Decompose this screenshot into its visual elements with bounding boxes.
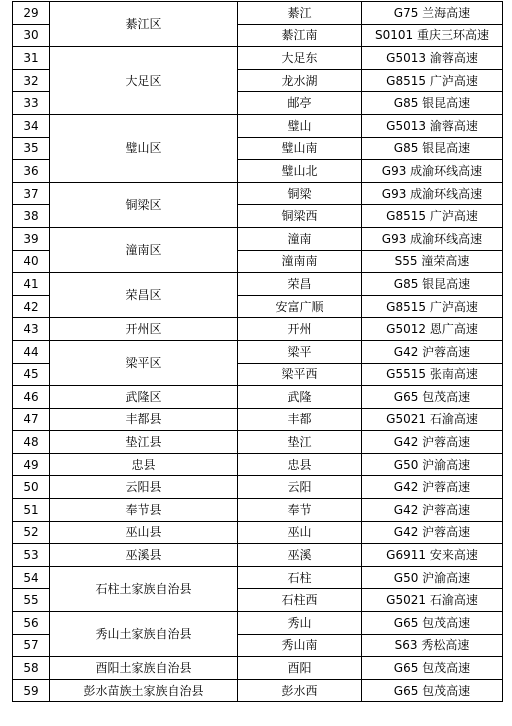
station-cell: 石柱西	[238, 589, 362, 612]
row-number: 47	[13, 408, 50, 431]
district-cell: 潼南区	[50, 227, 238, 272]
station-cell: 酉阳	[238, 657, 362, 680]
station-cell: 铜梁西	[238, 205, 362, 228]
station-cell: 梁平西	[238, 363, 362, 386]
station-cell: 巫溪	[238, 544, 362, 567]
table-row	[13, 431, 503, 454]
station-cell: 奉节	[238, 499, 362, 522]
highway-cell: G93 成渝环线高速	[362, 227, 503, 250]
district-cell: 酉阳土家族自治县	[50, 657, 238, 680]
row-number: 50	[13, 476, 50, 499]
highway-cell: S63 秀松高速	[362, 634, 503, 657]
station-cell: 璧山南	[238, 137, 362, 160]
row-number: 54	[13, 566, 50, 589]
station-cell: 秀山	[238, 612, 362, 635]
highway-cell: G85 银昆高速	[362, 137, 503, 160]
row-number: 36	[13, 160, 50, 183]
highway-cell: G5013 渝蓉高速	[362, 114, 503, 137]
row-number: 29	[13, 2, 50, 25]
row-number: 53	[13, 544, 50, 567]
highway-cell: G50 沪渝高速	[362, 453, 503, 476]
station-cell: 开州	[238, 318, 362, 341]
district-cell: 垫江县	[50, 431, 238, 454]
station-cell: 丰都	[238, 408, 362, 431]
highway-cell: G65 包茂高速	[362, 386, 503, 409]
highway-cell: G75 兰海高速	[362, 2, 503, 25]
document-page	[12, 1, 503, 702]
station-cell: 璧山北	[238, 160, 362, 183]
district-cell: 铜梁区	[50, 182, 238, 227]
table-row	[13, 566, 503, 589]
row-number: 44	[13, 340, 50, 363]
highway-cell: G5515 张南高速	[362, 363, 503, 386]
district-cell: 綦江区	[50, 2, 238, 47]
highway-cell: G42 沪蓉高速	[362, 340, 503, 363]
table-row	[13, 340, 503, 363]
highway-cell: G42 沪蓉高速	[362, 499, 503, 522]
station-cell: 梁平	[238, 340, 362, 363]
table-row	[13, 499, 503, 522]
highway-cell: G85 银昆高速	[362, 273, 503, 296]
row-number: 43	[13, 318, 50, 341]
row-number: 59	[13, 679, 50, 702]
station-cell: 綦江南	[238, 24, 362, 47]
table-row	[13, 521, 503, 544]
district-cell: 巫山县	[50, 521, 238, 544]
highway-cell: G50 沪渝高速	[362, 566, 503, 589]
station-cell: 武隆	[238, 386, 362, 409]
station-cell: 云阳	[238, 476, 362, 499]
highway-cell: G93 成渝环线高速	[362, 160, 503, 183]
highway-cell: G65 包茂高速	[362, 612, 503, 635]
row-number: 35	[13, 137, 50, 160]
row-number: 39	[13, 227, 50, 250]
district-cell: 奉节县	[50, 499, 238, 522]
table-row	[13, 114, 503, 137]
table-row	[13, 657, 503, 680]
district-cell: 大足区	[50, 47, 238, 115]
table-row	[13, 2, 503, 25]
station-cell: 潼南南	[238, 250, 362, 273]
row-number: 42	[13, 295, 50, 318]
district-cell: 武隆区	[50, 386, 238, 409]
row-number: 56	[13, 612, 50, 635]
station-cell: 石柱	[238, 566, 362, 589]
table-row	[13, 47, 503, 70]
table-body	[13, 2, 503, 702]
row-number: 41	[13, 273, 50, 296]
station-cell: 秀山南	[238, 634, 362, 657]
district-cell: 秀山土家族自治县	[50, 612, 238, 657]
highway-cell: G8515 广泸高速	[362, 205, 503, 228]
district-cell: 彭水苗族土家族自治县	[50, 679, 238, 702]
row-number: 33	[13, 92, 50, 115]
station-cell: 垫江	[238, 431, 362, 454]
row-number: 38	[13, 205, 50, 228]
row-number: 45	[13, 363, 50, 386]
district-cell: 荣昌区	[50, 273, 238, 318]
highway-cell: G42 沪蓉高速	[362, 431, 503, 454]
table-row	[13, 273, 503, 296]
row-number: 46	[13, 386, 50, 409]
highway-cell: S0101 重庆三环高速	[362, 24, 503, 47]
table-row	[13, 318, 503, 341]
highway-cell: G42 沪蓉高速	[362, 476, 503, 499]
station-cell: 璧山	[238, 114, 362, 137]
station-cell: 忠县	[238, 453, 362, 476]
table-row	[13, 453, 503, 476]
district-cell: 丰都县	[50, 408, 238, 431]
table-row	[13, 408, 503, 431]
row-number: 32	[13, 69, 50, 92]
highway-cell: G8515 广泸高速	[362, 295, 503, 318]
station-cell: 潼南	[238, 227, 362, 250]
station-cell: 大足东	[238, 47, 362, 70]
highway-cell: G42 沪蓉高速	[362, 521, 503, 544]
highway-cell: S55 潼荣高速	[362, 250, 503, 273]
row-number: 58	[13, 657, 50, 680]
row-number: 48	[13, 431, 50, 454]
row-number: 30	[13, 24, 50, 47]
highway-cell: G8515 广泸高速	[362, 69, 503, 92]
row-number: 52	[13, 521, 50, 544]
row-number: 57	[13, 634, 50, 657]
district-cell: 璧山区	[50, 114, 238, 182]
station-cell: 安富广顺	[238, 295, 362, 318]
row-number: 34	[13, 114, 50, 137]
highway-cell: G65 包茂高速	[362, 679, 503, 702]
station-cell: 铜梁	[238, 182, 362, 205]
table-row	[13, 386, 503, 409]
station-cell: 綦江	[238, 2, 362, 25]
highway-cell: G5012 恩广高速	[362, 318, 503, 341]
station-cell: 巫山	[238, 521, 362, 544]
highway-cell: G5021 石渝高速	[362, 408, 503, 431]
station-cell: 荣昌	[238, 273, 362, 296]
table-row	[13, 476, 503, 499]
station-cell: 龙水湖	[238, 69, 362, 92]
station-cell: 彭水西	[238, 679, 362, 702]
row-number: 31	[13, 47, 50, 70]
row-number: 40	[13, 250, 50, 273]
table-row	[13, 182, 503, 205]
district-cell: 云阳县	[50, 476, 238, 499]
highway-cell: G5021 石渝高速	[362, 589, 503, 612]
table-row	[13, 227, 503, 250]
station-table	[12, 1, 503, 702]
district-cell: 巫溪县	[50, 544, 238, 567]
row-number: 55	[13, 589, 50, 612]
district-cell: 梁平区	[50, 340, 238, 385]
district-cell: 石柱土家族自治县	[50, 566, 238, 611]
row-number: 51	[13, 499, 50, 522]
table-row	[13, 679, 503, 702]
highway-cell: G93 成渝环线高速	[362, 182, 503, 205]
highway-cell: G6911 安来高速	[362, 544, 503, 567]
highway-cell: G65 包茂高速	[362, 657, 503, 680]
highway-cell: G5013 渝蓉高速	[362, 47, 503, 70]
row-number: 49	[13, 453, 50, 476]
district-cell: 开州区	[50, 318, 238, 341]
station-cell: 邮亭	[238, 92, 362, 115]
table-row	[13, 612, 503, 635]
district-cell: 忠县	[50, 453, 238, 476]
table-row	[13, 544, 503, 567]
highway-cell: G85 银昆高速	[362, 92, 503, 115]
row-number: 37	[13, 182, 50, 205]
